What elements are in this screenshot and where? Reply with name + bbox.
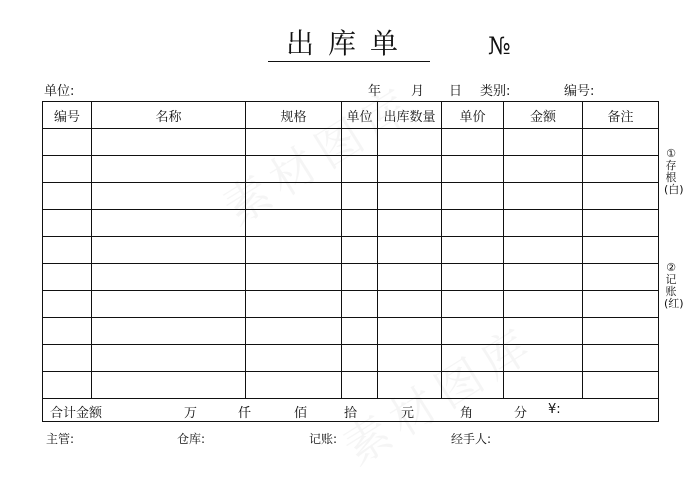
table-cell[interactable] [92,129,246,156]
warehouse-field[interactable]: 仓库: [177,432,206,446]
table-cell[interactable] [442,291,504,318]
table-cell[interactable] [583,318,659,345]
bookkeeper-field[interactable]: 记账: [309,432,338,446]
table-row [43,183,659,210]
table-cell[interactable] [504,291,583,318]
table-cell[interactable] [442,156,504,183]
table-cell[interactable] [583,210,659,237]
table-row [43,210,659,237]
table-cell[interactable] [246,210,342,237]
col-header-spec: 规格 [246,102,342,129]
table-cell[interactable] [92,237,246,264]
table-cell[interactable] [442,183,504,210]
table-cell[interactable] [504,129,583,156]
header-row [43,102,659,129]
supervisor-field[interactable]: 主管: [46,432,75,446]
table-cell[interactable] [43,318,92,345]
category-field[interactable]: 类别: [480,84,511,99]
table-cell[interactable] [442,264,504,291]
table-cell[interactable] [378,183,442,210]
table-cell[interactable] [92,345,246,372]
table-cell[interactable] [378,372,442,399]
col-header-remarks: 备注 [583,102,659,129]
table-cell[interactable] [378,237,442,264]
table-row [43,345,659,372]
table-cell[interactable] [92,291,246,318]
col-header-unit: 单位 [342,102,378,129]
table-cell[interactable] [342,291,378,318]
table-cell[interactable] [342,264,378,291]
table-cell[interactable] [442,318,504,345]
outbound-table [42,101,659,422]
table-cell[interactable] [583,291,659,318]
table-cell[interactable] [92,264,246,291]
table-cell[interactable] [43,156,92,183]
total-jiao: 角 [460,406,474,421]
col-header-amount: 金额 [504,102,583,129]
table-cell[interactable] [342,183,378,210]
total-fen: 分 [514,406,528,421]
total-label: 合计金额 [50,406,103,421]
table-cell[interactable] [92,372,246,399]
table-cell[interactable] [246,318,342,345]
col-header-unit-price: 单价 [442,102,504,129]
table-cell[interactable] [92,210,246,237]
table-cell[interactable] [246,372,342,399]
number-field[interactable]: 编号: [564,84,595,99]
table-cell[interactable] [342,129,378,156]
table-cell[interactable] [583,156,659,183]
col-header-quantity: 出库数量 [378,102,442,129]
table-cell[interactable] [43,183,92,210]
table-cell[interactable] [342,210,378,237]
number-mark: № [488,32,511,60]
copy-note-accounting: ②记账(红) [664,261,684,310]
table-cell[interactable] [442,129,504,156]
total-wan: 万 [184,406,198,421]
table-cell[interactable] [246,129,342,156]
table-cell[interactable] [246,345,342,372]
table-cell[interactable] [246,156,342,183]
table-cell[interactable] [442,237,504,264]
unit-field[interactable]: 单位: [44,84,75,99]
table-cell[interactable] [583,264,659,291]
table-cell[interactable] [342,318,378,345]
col-header-name: 名称 [92,102,246,129]
total-cell[interactable] [43,399,659,422]
table-cell[interactable] [378,129,442,156]
table-cell[interactable] [246,264,342,291]
total-row [43,399,659,422]
table-cell[interactable] [504,210,583,237]
form-title: 出库单 [285,27,412,60]
table-cell[interactable] [504,318,583,345]
table-cell[interactable] [43,372,92,399]
col-header-number: 编号 [43,102,92,129]
table-cell[interactable] [583,372,659,399]
table-row [43,237,659,264]
table-cell[interactable] [504,237,583,264]
table-cell[interactable] [92,183,246,210]
table-cell[interactable] [583,129,659,156]
table-cell[interactable] [342,345,378,372]
total-bai: 佰 [294,406,308,421]
table-cell[interactable] [92,318,246,345]
year-label: 年 [368,84,382,99]
table-cell[interactable] [504,156,583,183]
table-cell[interactable] [583,345,659,372]
table-cell[interactable] [442,372,504,399]
copy-note-stub: ①存根(白) [664,147,684,196]
table-cell[interactable] [378,210,442,237]
table-cell[interactable] [378,345,442,372]
table-row [43,372,659,399]
table-cell[interactable] [246,183,342,210]
table-cell[interactable] [43,264,92,291]
day-label: 日 [449,84,463,99]
total-yen: ¥: [548,402,561,417]
table-cell[interactable] [442,210,504,237]
handler-field[interactable]: 经手人: [451,432,492,446]
table-row [43,129,659,156]
table-cell[interactable] [246,237,342,264]
table-cell[interactable] [342,237,378,264]
table-cell[interactable] [504,264,583,291]
table-row [43,318,659,345]
table-cell[interactable] [43,345,92,372]
table-cell[interactable] [504,183,583,210]
table-cell[interactable] [378,264,442,291]
table-cell[interactable] [43,210,92,237]
month-label: 月 [411,84,425,99]
table-cell[interactable] [442,345,504,372]
total-qian: 仟 [238,406,252,421]
table-cell[interactable] [43,291,92,318]
table-cell[interactable] [378,291,442,318]
table-cell[interactable] [92,156,246,183]
total-yuan: 元 [401,406,415,421]
table-cell[interactable] [246,291,342,318]
table-row [43,264,659,291]
table-cell[interactable] [583,183,659,210]
table-row [43,291,659,318]
table-cell[interactable] [583,237,659,264]
table-cell[interactable] [43,237,92,264]
table-cell[interactable] [504,372,583,399]
table-cell[interactable] [43,129,92,156]
table-cell[interactable] [504,345,583,372]
title-underline [268,61,430,62]
total-shi: 拾 [344,406,358,421]
table-cell[interactable] [342,156,378,183]
table-cell[interactable] [342,372,378,399]
table-row [43,156,659,183]
table-cell[interactable] [378,318,442,345]
table-cell[interactable] [378,156,442,183]
